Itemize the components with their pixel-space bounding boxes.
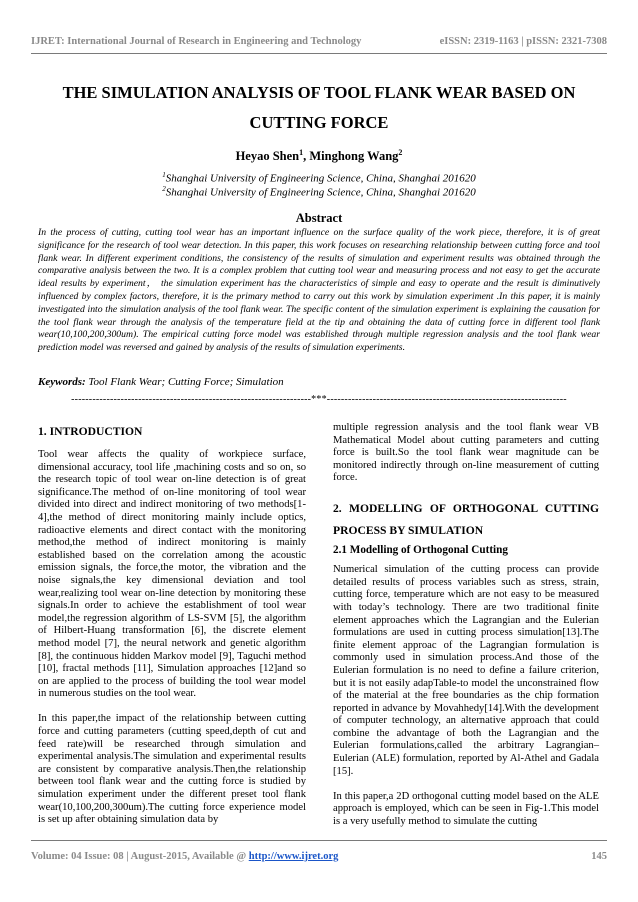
running-footer [31, 851, 607, 862]
footer-volume [31, 851, 338, 862]
page-number: 145 [591, 851, 607, 862]
section-heading: 2. MODELLING OF ORTHOGONAL CUTTING PROCESS BY SIMULATION [333, 501, 599, 537]
left-column [38, 424, 306, 839]
journal-link[interactable]: http://www.ijret.org [248, 851, 339, 862]
paragraph: multiple regression analysis and the tool flank wear VB Mathematical Model about cutting parameters and cutting force is built.So the tool flank wear magnitude can be monitored indirectly through on-line measurement of cutting force. [333, 422, 599, 484]
affiliation-superscript: 2 [162, 185, 166, 193]
footer-volume-text: Volume: 04 Issue: 08 | August-2015, Available @ [31, 851, 249, 862]
paragraph: Numerical simulation of the cutting process can provide detailed results of process variables such as stress, strain, cutting force, temperature which are not easy to be measured with today’s technology. There are two traditional finite element approaches which the Lagrangian and the Eulerian formulations are used in cutting process simulation[13].The finite element approac of the Lagrangian formulation is commonly used in simulation process.And those of the Eulerian formulation is no need to define a failure criterion, but it is not easily adapTable-to model the unconstrained flow of the material at the free boundaries as the chip formation reported in advance by Movahhedy[14].With the development of computer technology, an alternative approach that could combine the advantage of both the Lagrangian and the Eulerian formulations,called the arbitrary Lagrangian–Eulerian (ALE) formulation, reported by Al-Athel and Gadala [15]. [333, 564, 599, 777]
right-column [333, 422, 599, 841]
affiliation [0, 171, 638, 185]
paragraph: In this paper,the impact of the relationship between cutting force and cutting parameters (cutting speed,depth of cut and feed rate)will be researched through simulation and experimental analysis.The simulation and experimental results are consistent by comparative analysis.Then,the relationship between tool flank wear and the cutting force is studied by simulation experiment under the different preset tool flank wear(10,100,200,300um).The cutting force experience model is set up after obtaining simulation data by [38, 713, 306, 826]
paper-title: THE SIMULATION ANALYSIS OF TOOL FLANK WEAR BASED ON CUTTING FORCE [62, 83, 576, 132]
issn: eISSN: 2319-1163 | pISSN: 2321-7308 [439, 36, 607, 47]
author-name: Minghong Wang [309, 149, 399, 164]
abstract-text: In the process of cutting, cutting tool wear has an important influence on the surface quality of the work piece, therefore, it is of great significance for the research of tool wear detection. In this paper, this work focuses on researching relationship between cutting force and tool flank wear. In different experiment conditions, the consistency of the results of simulation and experiment results was obtained through the comparative analysis between the two. It is a complex problem that cutting tool wear and measuring process and not easy to get the accurate ideal results by experiment， the simulation experiment has the characteristics of simple and easy to operate and the result is diminutively influenced by complex factors, therefore, it is the primary method to carry out this work by simulation experiment .In this paper, it is mainly investigated into the simulation analysis of the tool flank wear. The specific content of the simulation experiment is explaining the causation for the tool flank wear through the analysis of the temperature field at the tip and obtaining the data of cutting force in different tool flank wear(10,100,200,300um). The empirical cutting force model was established through multiple regression analysis and the tool flank wear prediction model was reversed and gained by analysis of the results of simulation experiments. [38, 227, 600, 354]
keywords-label: Keywords: [38, 376, 86, 388]
keywords-text: Tool Flank Wear; Cutting Force; Simulation [85, 376, 284, 388]
affiliation [0, 185, 638, 199]
paragraph: In this paper,a 2D orthogonal cutting model based on the ALE approach is employed, which can be seen in Fig-1.This model is a very usefully method to simulate the cutting [333, 790, 599, 828]
author-line [0, 148, 638, 164]
section-heading: 1. INTRODUCTION [38, 425, 143, 438]
subsection-heading: 2.1 Modelling of Orthogonal Cutting [333, 543, 508, 556]
author-name: Heyao Shen [235, 149, 300, 164]
journal-name: IJRET: International Journal of Research in Engineering and Technology [31, 36, 362, 47]
abstract-heading: Abstract [295, 211, 343, 225]
author-separator: , [303, 149, 310, 164]
footer-divider [31, 840, 607, 841]
paragraph: Tool wear affects the quality of workpiece surface, dimensional accuracy, tool life ,machining costs and so on, so the research topic of tool wear on-line detection is of great significance.The method of on-line monitoring of tool wear divided into direct and indirect monitoring of two methods[1-4],the method of direct monitoring mainly include optics, radioactive elements and direct contact with the monitoring method,the method of indirect monitoring is mainly established based on the correlation among the acoustic emission signals, the force,the motor, the vibration and the noise signals,the key dimensional deviation and tool wear,realizing tool wear on-line detection by monitoring these signals.In order to achieve the establishment of tool wear model,the regression algorithm of LS-SVM [5], the algorithm of Hilbert-Huang transformation [6], the discrete element method model [7], the neural network and genetic algorithm [8], the continuous hidden Markov model [9], Taguchi method [10], fractal methods [11], Simulation approaches [12]and so on are applied to the process of building the tool wear model in numerous studies on the tool wear. [38, 449, 306, 700]
affiliation-superscript: 1 [162, 171, 166, 179]
author-superscript: 1 [299, 148, 304, 157]
affiliation-text: Shanghai University of Engineering Science, China, Shanghai 201620 [165, 172, 476, 185]
author-superscript: 2 [398, 148, 403, 157]
section-separator: --------------------------------------------------------------------***-------------------------------------------------------------------- [71, 394, 567, 405]
affiliation-text: Shanghai University of Engineering Science, China, Shanghai 201620 [165, 186, 476, 199]
running-header [31, 36, 607, 47]
keywords [38, 376, 284, 388]
header-divider [31, 53, 607, 54]
